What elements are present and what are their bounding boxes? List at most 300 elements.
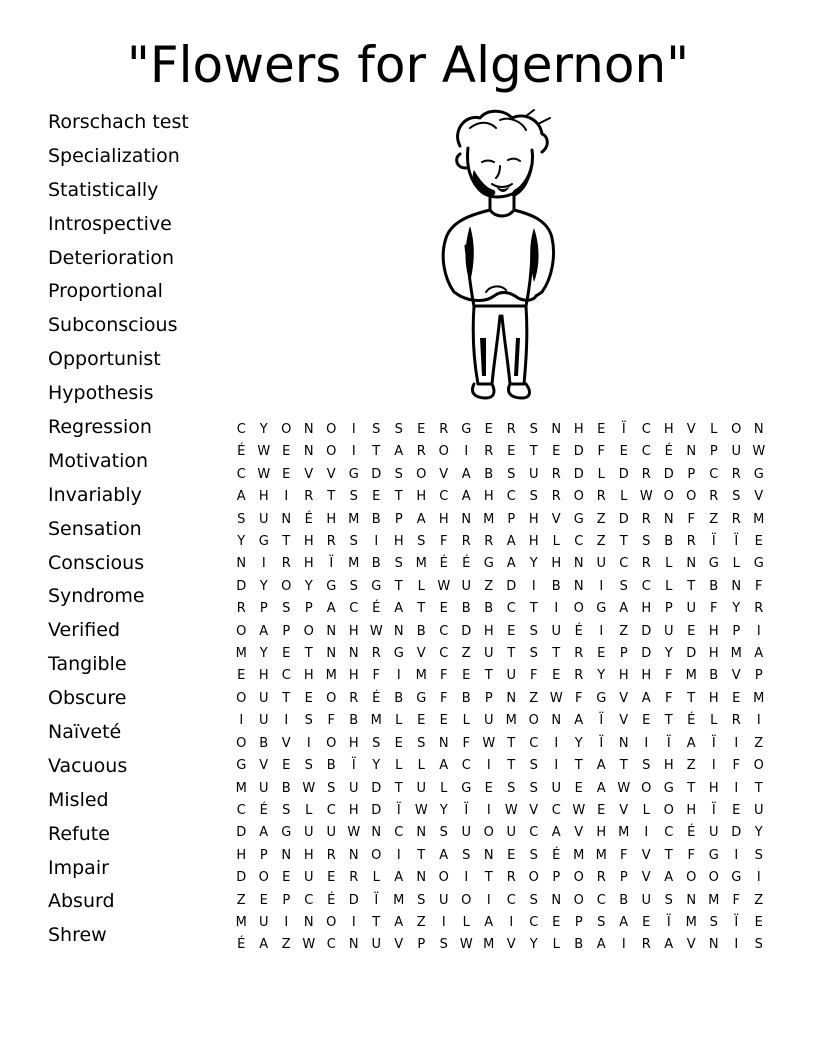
- grid-letter: S: [529, 646, 538, 662]
- grid-letter: G: [573, 511, 584, 527]
- grid-letter: R: [574, 668, 584, 684]
- grid-letter: P: [259, 847, 268, 863]
- grid-letter: O: [326, 690, 337, 706]
- grid-row: [230, 665, 770, 687]
- grid-letter: Ï: [351, 758, 356, 774]
- word-list-item: Statistically: [48, 178, 159, 201]
- grid-letter: C: [439, 489, 449, 505]
- grid-letter: L: [597, 466, 605, 482]
- grid-letter: D: [371, 780, 382, 796]
- grid-letter: O: [731, 422, 742, 437]
- grid-letter: S: [642, 534, 651, 550]
- grid-letter: M: [235, 780, 247, 796]
- grid-letter: H: [326, 511, 337, 527]
- word-list-item: Sensation: [48, 517, 142, 540]
- grid-letter: M: [730, 646, 742, 662]
- grid-letter: G: [258, 534, 269, 550]
- grid-letter: C: [439, 623, 449, 639]
- grid-letter: E: [282, 758, 291, 774]
- grid-letter: U: [371, 937, 381, 953]
- grid-letter: E: [507, 623, 516, 639]
- grid-letter: Ï: [396, 802, 401, 818]
- grid-letter: I: [396, 847, 401, 863]
- grid-letter: L: [710, 422, 718, 437]
- grid-letter: I: [351, 444, 356, 460]
- grid-letter: G: [483, 556, 494, 572]
- grid-letter: R: [641, 466, 651, 482]
- grid-row: [230, 464, 770, 486]
- grid-letter: T: [664, 847, 673, 863]
- grid-letter: O: [573, 870, 584, 886]
- grid-letter: U: [258, 511, 269, 527]
- grid-letter: É: [664, 444, 673, 460]
- grid-letter: P: [507, 511, 516, 527]
- grid-letter: R: [484, 444, 494, 460]
- grid-letter: A: [394, 870, 404, 886]
- grid-letter: D: [371, 802, 382, 818]
- grid-letter: H: [416, 489, 427, 505]
- grid-letter: S: [529, 758, 538, 774]
- grid-letter: T: [372, 444, 381, 460]
- grid-letter: O: [461, 892, 472, 908]
- grid-letter: É: [327, 892, 336, 908]
- grid-letter: Z: [236, 892, 246, 908]
- word-list-item: Obscure: [48, 687, 127, 710]
- grid-letter: R: [461, 534, 471, 550]
- grid-letter: M: [685, 914, 697, 930]
- grid-letter: N: [483, 847, 494, 863]
- grid-letter: T: [304, 646, 313, 662]
- grid-letter: H: [348, 623, 359, 639]
- grid-letter: V: [754, 489, 764, 505]
- grid-letter: W: [437, 578, 451, 594]
- grid-letter: É: [372, 690, 381, 706]
- grid-letter: R: [574, 646, 584, 662]
- grid-letter: A: [664, 937, 674, 953]
- grid-letter: E: [282, 646, 291, 662]
- grid-letter: H: [303, 847, 314, 863]
- grid-letter: F: [732, 758, 740, 774]
- grid-letter: O: [573, 601, 584, 617]
- grid-letter: R: [281, 556, 291, 572]
- grid-letter: T: [282, 534, 291, 550]
- grid-letter: E: [237, 668, 246, 684]
- grid-letter: R: [506, 870, 516, 886]
- grid-letter: L: [665, 556, 673, 572]
- grid-letter: P: [394, 511, 403, 527]
- grid-letter: M: [235, 646, 247, 662]
- grid-letter: I: [464, 444, 469, 460]
- grid-letter: S: [349, 489, 358, 505]
- word-list-item: Rorschach test: [48, 111, 189, 133]
- grid-letter: T: [664, 713, 673, 729]
- grid-letter: N: [348, 937, 359, 953]
- grid-letter: R: [349, 690, 359, 706]
- grid-letter: N: [618, 735, 629, 751]
- grid-letter: E: [372, 489, 381, 505]
- word-list-item: Subconscious: [48, 314, 178, 337]
- grid-letter: Z: [754, 735, 764, 751]
- grid-letter: A: [394, 601, 404, 617]
- grid-letter: A: [259, 623, 269, 639]
- grid-letter: I: [486, 802, 491, 818]
- grid-row: [230, 733, 770, 755]
- grid-letter: M: [348, 556, 360, 572]
- grid-letter: D: [573, 444, 584, 460]
- grid-letter: U: [506, 825, 516, 841]
- grid-letter: S: [529, 623, 538, 639]
- grid-letter: W: [572, 802, 586, 818]
- grid-letter: Ï: [711, 534, 716, 550]
- grid-letter: I: [441, 914, 446, 930]
- grid-letter: N: [348, 646, 359, 662]
- grid-letter: S: [394, 466, 403, 482]
- grid-letter: C: [641, 578, 651, 594]
- grid-letter: M: [708, 892, 720, 908]
- grid-letter: M: [685, 668, 697, 684]
- grid-letter: E: [327, 870, 336, 886]
- grid-letter: A: [596, 758, 606, 774]
- grid-letter: U: [326, 825, 336, 841]
- grid-letter: G: [731, 870, 742, 886]
- grid-letter: A: [596, 780, 606, 796]
- grid-letter: T: [687, 578, 696, 594]
- grid-letter: E: [417, 422, 426, 437]
- word-list-item: Introspective: [48, 212, 172, 235]
- grid-letter: Z: [709, 511, 719, 527]
- grid-letter: A: [461, 489, 471, 505]
- grid-letter: H: [528, 534, 539, 550]
- grid-letter: C: [326, 937, 336, 953]
- grid-letter: V: [641, 847, 651, 863]
- grid-letter: I: [756, 870, 761, 886]
- grid-letter: F: [440, 690, 448, 706]
- grid-letter: A: [551, 825, 561, 841]
- grid-letter: F: [440, 534, 448, 550]
- grid-letter: V: [731, 668, 741, 684]
- grid-row: [230, 643, 770, 665]
- grid-letter: L: [552, 937, 560, 953]
- grid-letter: V: [686, 937, 696, 953]
- word-list-item: Misled: [48, 788, 109, 811]
- grid-letter: E: [304, 690, 313, 706]
- grid-letter: T: [282, 690, 291, 706]
- grid-letter: Y: [372, 758, 381, 774]
- grid-letter: E: [259, 892, 268, 908]
- grid-letter: R: [596, 870, 606, 886]
- grid-letter: H: [258, 489, 269, 505]
- word-list-item: Specialization: [48, 144, 180, 167]
- grid-letter: B: [709, 578, 719, 594]
- grid-letter: T: [327, 489, 336, 505]
- grid-letter: S: [349, 578, 358, 594]
- grid-letter: V: [641, 870, 651, 886]
- grid-letter: L: [440, 780, 448, 796]
- grid-letter: B: [371, 511, 381, 527]
- grid-letter: V: [619, 690, 629, 706]
- grid-letter: G: [326, 578, 337, 594]
- grid-letter: T: [754, 780, 763, 796]
- grid-letter: I: [486, 758, 491, 774]
- grid-letter: R: [731, 713, 741, 729]
- grid-letter: S: [417, 892, 426, 908]
- grid-letter: G: [236, 758, 247, 774]
- grid-letter: W: [414, 802, 428, 818]
- grid-letter: O: [686, 489, 697, 505]
- grid-letter: I: [531, 578, 536, 594]
- grid-letter: S: [664, 892, 673, 908]
- grid-letter: T: [529, 444, 538, 460]
- grid-letter: S: [754, 847, 763, 863]
- grid-letter: C: [506, 892, 516, 908]
- grid-letter: Y: [529, 556, 538, 572]
- grid-letter: C: [304, 892, 314, 908]
- grid-letter: A: [484, 914, 494, 930]
- grid-letter: E: [282, 444, 291, 460]
- grid-letter: S: [597, 914, 606, 930]
- grid-letter: U: [506, 668, 516, 684]
- grid-letter: P: [709, 444, 718, 460]
- grid-letter: R: [551, 466, 561, 482]
- grid-letter: I: [284, 914, 289, 930]
- grid-letter: L: [620, 489, 628, 505]
- grid-letter: C: [641, 444, 651, 460]
- word-list-item: Regression: [48, 416, 152, 439]
- grid-letter: B: [551, 578, 561, 594]
- grid-row: [230, 598, 770, 620]
- grid-letter: D: [573, 466, 584, 482]
- grid-letter: O: [438, 444, 449, 460]
- grid-letter: D: [618, 466, 629, 482]
- grid-letter: P: [619, 870, 628, 886]
- grid-letter: H: [708, 646, 719, 662]
- grid-letter: M: [618, 825, 630, 841]
- grid-letter: O: [236, 623, 247, 639]
- grid-letter: A: [506, 534, 516, 550]
- grid-letter: V: [574, 825, 584, 841]
- grid-letter: I: [734, 937, 739, 953]
- grid-letter: I: [621, 937, 626, 953]
- grid-letter: B: [394, 690, 404, 706]
- grid-letter: H: [393, 534, 404, 550]
- grid-letter: A: [439, 847, 449, 863]
- grid-letter: D: [618, 511, 629, 527]
- grid-letter: É: [304, 511, 313, 527]
- grid-letter: A: [596, 937, 606, 953]
- grid-letter: H: [618, 668, 629, 684]
- grid-letter: T: [507, 735, 516, 751]
- grid-letter: S: [417, 735, 426, 751]
- grid-letter: G: [708, 556, 719, 572]
- grid-letter: U: [528, 466, 539, 482]
- grid-letter: S: [642, 758, 651, 774]
- grid-letter: D: [461, 623, 472, 639]
- grid-letter: C: [529, 825, 539, 841]
- grid-letter: Ï: [621, 422, 626, 437]
- grid-row: [230, 912, 770, 934]
- grid-letter: S: [529, 780, 538, 796]
- grid-letter: A: [754, 646, 764, 662]
- grid-letter: C: [236, 466, 246, 482]
- grid-letter: M: [483, 511, 495, 527]
- grid-letter: H: [528, 511, 539, 527]
- grid-letter: G: [393, 646, 404, 662]
- grid-letter: O: [663, 802, 674, 818]
- grid-letter: T: [687, 780, 696, 796]
- grid-letter: B: [461, 601, 471, 617]
- grid-letter: S: [439, 937, 448, 953]
- grid-letter: O: [236, 735, 247, 751]
- grid-letter: H: [708, 690, 719, 706]
- grid-letter: I: [509, 914, 514, 930]
- word-list-item: Invariably: [48, 483, 142, 506]
- grid-letter: N: [506, 690, 517, 706]
- grid-letter: O: [528, 713, 539, 729]
- grid-letter: L: [395, 713, 403, 729]
- grid-letter: C: [641, 422, 651, 437]
- grid-letter: O: [573, 489, 584, 505]
- grid-letter: C: [349, 601, 359, 617]
- grid-letter: S: [439, 825, 448, 841]
- grid-letter: Ï: [666, 914, 671, 930]
- grid-letter: F: [597, 444, 605, 460]
- grid-letter: U: [551, 623, 561, 639]
- grid-letter: H: [663, 758, 674, 774]
- grid-letter: E: [484, 422, 493, 437]
- grid-letter: W: [504, 802, 518, 818]
- grid-letter: U: [461, 578, 471, 594]
- grid-letter: T: [507, 758, 516, 774]
- grid-letter: Z: [686, 758, 696, 774]
- grid-letter: P: [732, 623, 741, 639]
- grid-letter: H: [641, 601, 652, 617]
- grid-letter: I: [239, 713, 244, 729]
- grid-letter: N: [573, 556, 584, 572]
- grid-letter: V: [506, 937, 516, 953]
- grid-letter: T: [619, 758, 628, 774]
- grid-letter: R: [371, 646, 381, 662]
- word-list-item: Impair: [48, 856, 109, 879]
- grid-letter: R: [484, 534, 494, 550]
- grid-letter: A: [439, 758, 449, 774]
- grid-letter: I: [734, 735, 739, 751]
- grid-letter: H: [348, 735, 359, 751]
- grid-letter: D: [236, 825, 247, 841]
- grid-letter: U: [258, 713, 269, 729]
- grid-letter: E: [507, 847, 516, 863]
- grid-letter: T: [417, 601, 426, 617]
- grid-letter: T: [484, 870, 493, 886]
- grid-letter: S: [417, 534, 426, 550]
- grid-letter: V: [394, 937, 404, 953]
- grid-letter: A: [641, 690, 651, 706]
- grid-letter: E: [462, 668, 471, 684]
- grid-letter: F: [755, 578, 763, 594]
- grid-letter: W: [347, 825, 361, 841]
- grid-letter: R: [596, 489, 606, 505]
- grid-letter: N: [416, 870, 427, 886]
- grid-letter: W: [302, 937, 316, 953]
- grid-letter: I: [644, 735, 649, 751]
- grid-letter: H: [303, 668, 314, 684]
- grid-letter: L: [417, 578, 425, 594]
- grid-letter: G: [596, 690, 607, 706]
- grid-letter: E: [507, 444, 516, 460]
- grid-letter: O: [326, 422, 337, 437]
- grid-letter: B: [484, 601, 494, 617]
- grid-letter: W: [257, 466, 271, 482]
- grid-letter: R: [731, 511, 741, 527]
- grid-letter: F: [372, 668, 380, 684]
- grid-letter: D: [371, 466, 382, 482]
- grid-letter: I: [351, 914, 356, 930]
- grid-letter: N: [461, 511, 472, 527]
- grid-letter: I: [396, 668, 401, 684]
- grid-letter: H: [483, 623, 494, 639]
- grid-letter: I: [554, 758, 559, 774]
- grid-letter: A: [574, 713, 584, 729]
- grid-letter: T: [552, 646, 561, 662]
- grid-letter: N: [551, 713, 562, 729]
- grid-letter: N: [281, 847, 292, 863]
- grid-letter: R: [326, 847, 336, 863]
- grid-letter: G: [461, 780, 472, 796]
- grid-letter: S: [732, 489, 741, 505]
- grid-letter: S: [462, 847, 471, 863]
- grid-letter: W: [302, 780, 316, 796]
- grid-letter: O: [371, 847, 382, 863]
- grid-letter: I: [756, 623, 761, 639]
- word-list-item: Vacuous: [48, 754, 128, 777]
- grid-letter: S: [529, 847, 538, 863]
- word-list-item: Hypothesis: [48, 382, 154, 405]
- grid-letter: C: [506, 601, 516, 617]
- grid-letter: S: [619, 578, 628, 594]
- grid-letter: C: [596, 892, 606, 908]
- grid-letter: C: [709, 466, 719, 482]
- grid-letter: D: [641, 646, 652, 662]
- grid-letter: B: [326, 758, 336, 774]
- word-list-item: Naïveté: [48, 721, 122, 744]
- grid-letter: U: [348, 780, 359, 796]
- grid-letter: Z: [461, 646, 471, 662]
- grid-letter: V: [551, 511, 561, 527]
- grid-letter: N: [393, 623, 404, 639]
- grid-letter: N: [551, 892, 562, 908]
- grid-letter: R: [686, 534, 696, 550]
- grid-letter: I: [464, 870, 469, 886]
- word-list-item: Tangible: [48, 653, 127, 676]
- grid-letter: B: [574, 937, 584, 953]
- grid-letter: Ï: [734, 534, 739, 550]
- grid-letter: L: [462, 914, 470, 930]
- grid-letter: O: [753, 758, 764, 774]
- grid-letter: V: [619, 713, 629, 729]
- grid-letter: I: [599, 623, 604, 639]
- grid-row: [230, 755, 770, 777]
- grid-letter: A: [461, 466, 471, 482]
- grid-letter: R: [641, 511, 651, 527]
- grid-letter: A: [686, 735, 696, 751]
- grid-letter: C: [506, 489, 516, 505]
- grid-letter: O: [573, 892, 584, 908]
- grid-letter: C: [529, 735, 539, 751]
- grid-letter: U: [303, 870, 314, 886]
- grid-row: [230, 688, 770, 710]
- grid-letter: E: [732, 802, 741, 818]
- grid-letter: C: [236, 422, 246, 437]
- grid-letter: U: [438, 892, 449, 908]
